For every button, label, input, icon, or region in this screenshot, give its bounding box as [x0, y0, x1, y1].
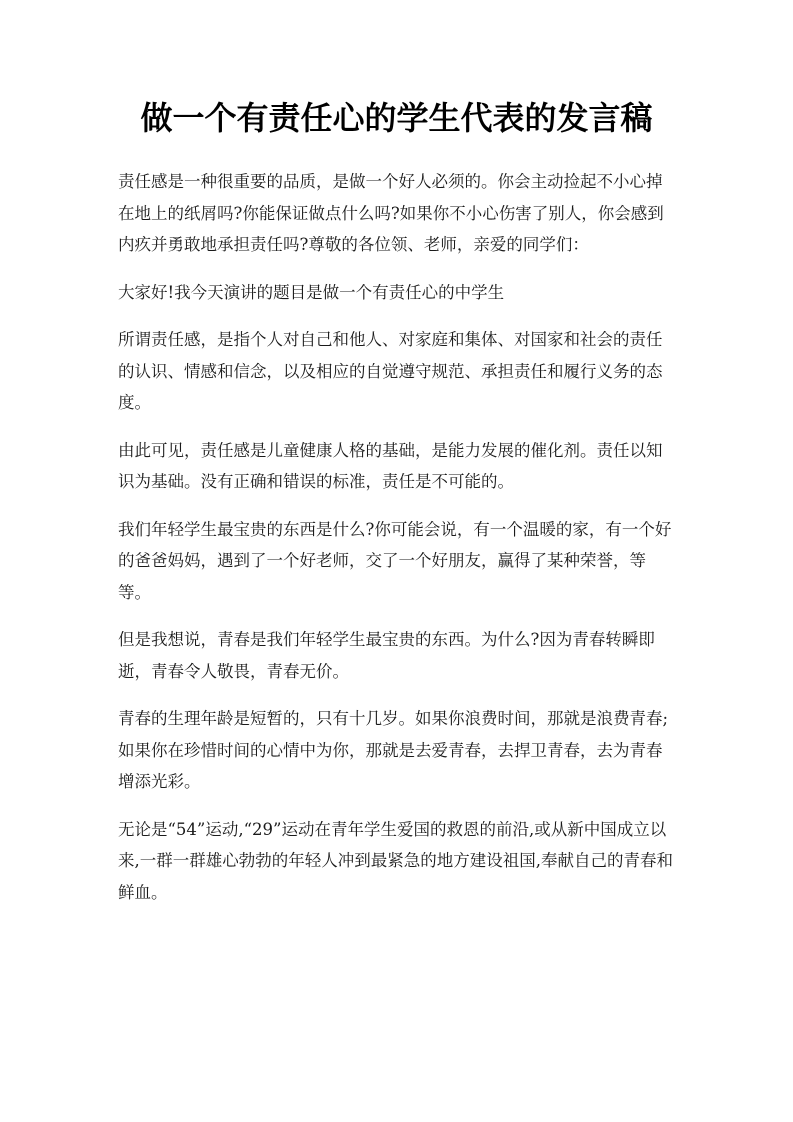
paragraph: 我们年轻学生最宝贵的东西是什么?你可能会说，有一个温暖的家，有一个好的爸爸妈妈，遇到了一个好老师，交了一个好朋友，赢得了某种荣誉，等等。 — [118, 519, 672, 602]
paragraph: 无论是“54”运动,“29”运动在青年学生爱国的救恩的前沿,或从新中国成立以来,一群一群雄心勃勃的年轻人冲到最紧急的地方建设祖国,奉献自己的青春和鲜血。 — [118, 819, 673, 902]
paragraph: 所谓责任感，是指个人对自己和他人、对家庭和集体、对国家和社会的责任的认识、情感和信念，以及相应的自觉遵守规范、承担责任和履行义务的态度。 — [118, 330, 663, 412]
paragraph: 青春的生理年龄是短暂的，只有十几岁。如果你浪费时间，那就是浪费青春;如果你在珍惜时间的心情中为你，那就是去爱青春，去捍卫青春，去为青春增添光彩。 — [118, 709, 669, 791]
paragraph: 由此可见，责任感是儿童健康人格的基础，是能力发展的催化剂。责任以知识为基础。没有正确和错误的标准，责任是不可能的。 — [118, 440, 663, 491]
document-title: 做一个有责任心的学生代表的发言稿 — [140, 99, 653, 137]
paragraph: 但是我想说，青春是我们年轻学生最宝贵的东西。为什么?因为青春转瞬即逝，青春令人敬畏，青春无价。 — [118, 630, 655, 681]
document-body — [118, 166, 678, 924]
paragraph: 责任感是一种很重要的品质，是做一个好人必须的。你会主动捡起不小心掉在地上的纸屑吗?你能保证做点什么吗?如果你不小心伤害了别人，你会感到内疚并勇敢地承担责任吗?尊敬的各位领、老师，亲爱的同学们： — [118, 172, 664, 254]
paragraph: 大家好!我今天演讲的题目是做一个有责任心的中学生 — [118, 282, 505, 302]
